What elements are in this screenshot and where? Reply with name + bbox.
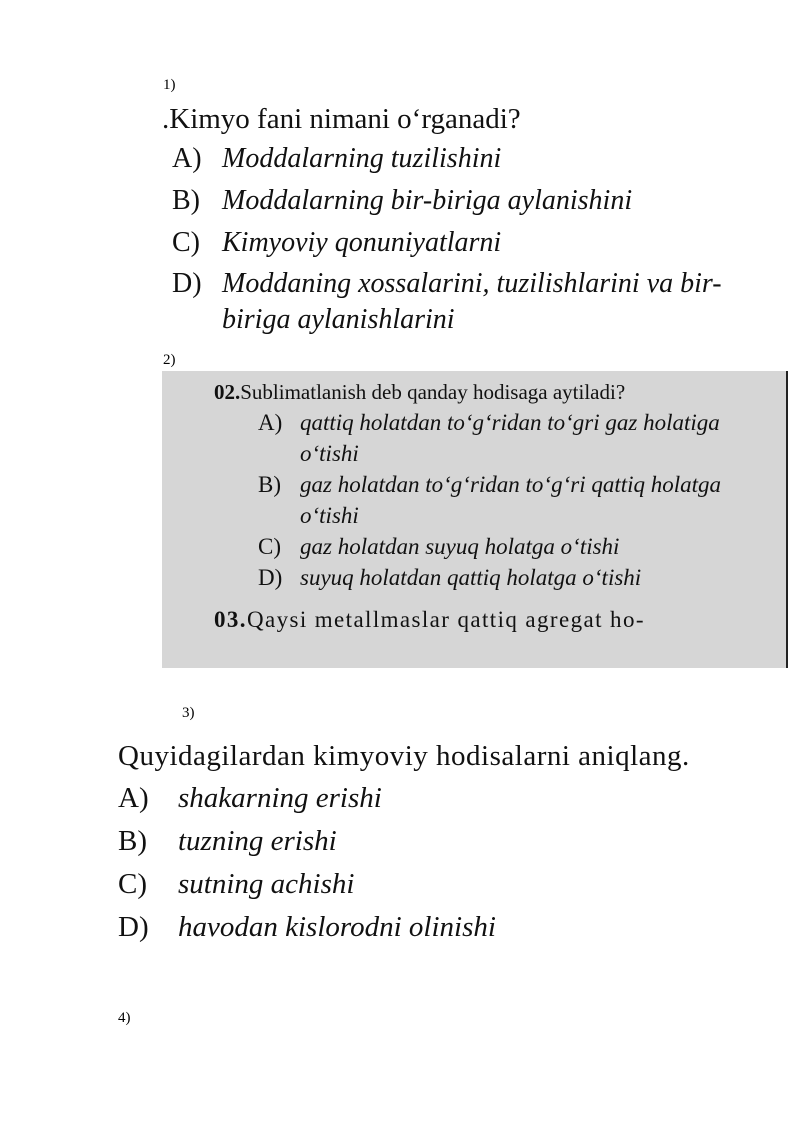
question-3-option-c [118,863,758,906]
question-2-option-a [258,407,768,469]
question-3-image [118,735,758,949]
next-question-text: Qaysi metallmaslar qattiq agregat ho- [246,607,645,632]
option-text: Moddaning xossalarini, tuzilishlarini va bir-biriga aylanishlarini [222,268,722,335]
option-text: Moddalarning tuzilishini [222,143,502,174]
option-letter: B) [258,472,281,497]
question-3-stem: Quyidagilardan kimyoviy hodisalarni aniqlang. [118,740,690,772]
question-number-1: 1) [163,77,176,93]
option-text: gaz holatdan to‘g‘ridan to‘g‘ri qattiq holatga o‘tishi [300,472,722,528]
question-2-stem-text: Sublimatlanish deb qanday hodisaga aytiladi? [240,380,626,404]
option-letter: B) [172,185,200,216]
option-text: shakarning erishi [178,782,382,814]
question-2-option-c [258,531,768,562]
next-question-fragment [214,605,768,635]
option-text: qattiq holatdan to‘g‘ridan to‘gri gaz holatiga o‘tishi [300,410,720,466]
question-3-option-d [118,906,758,949]
option-letter: D) [118,911,149,943]
question-1-option-c [172,222,790,264]
option-letter: C) [258,534,281,559]
question-1-option-d [172,266,790,338]
option-text: tuzning erishi [178,825,337,857]
question-number-3: 3) [182,705,195,721]
option-text: gaz holatdan suyuq holatga o‘tishi [300,534,620,559]
question-1-image [160,100,790,338]
option-letter: C) [172,227,200,258]
question-2-option-b [258,469,768,531]
option-text: suyuq holatdan qattiq holatga o‘tishi [300,565,642,590]
question-1-option-a [172,138,790,180]
option-letter: D) [258,565,283,590]
question-1-option-b [172,180,790,222]
question-number-4: 4) [118,1010,131,1026]
option-text: Kimyoviy qonuniyatlarni [222,227,502,258]
option-letter: A) [118,782,149,814]
question-number-2: 2) [163,352,176,368]
option-text: havodan kislorodni olinishi [178,911,496,943]
question-1-stem: .Kimyo fani nimani o‘rganadi? [162,103,521,135]
option-letter: C) [118,868,147,900]
question-3-option-b [118,820,758,863]
option-letter: A) [172,143,202,174]
option-letter: B) [118,825,147,857]
question-2-option-d [258,562,768,593]
option-letter: A) [258,410,283,435]
question-2-image [162,371,788,668]
question-2-stem [214,377,768,407]
next-question-number: 03. [214,607,247,632]
question-2-stem-number: 02. [214,380,241,404]
option-text: Moddalarning bir-biriga aylanishini [222,185,633,216]
option-text: sutning achishi [178,868,355,900]
option-letter: D) [172,268,202,299]
question-3-option-a [118,777,758,820]
